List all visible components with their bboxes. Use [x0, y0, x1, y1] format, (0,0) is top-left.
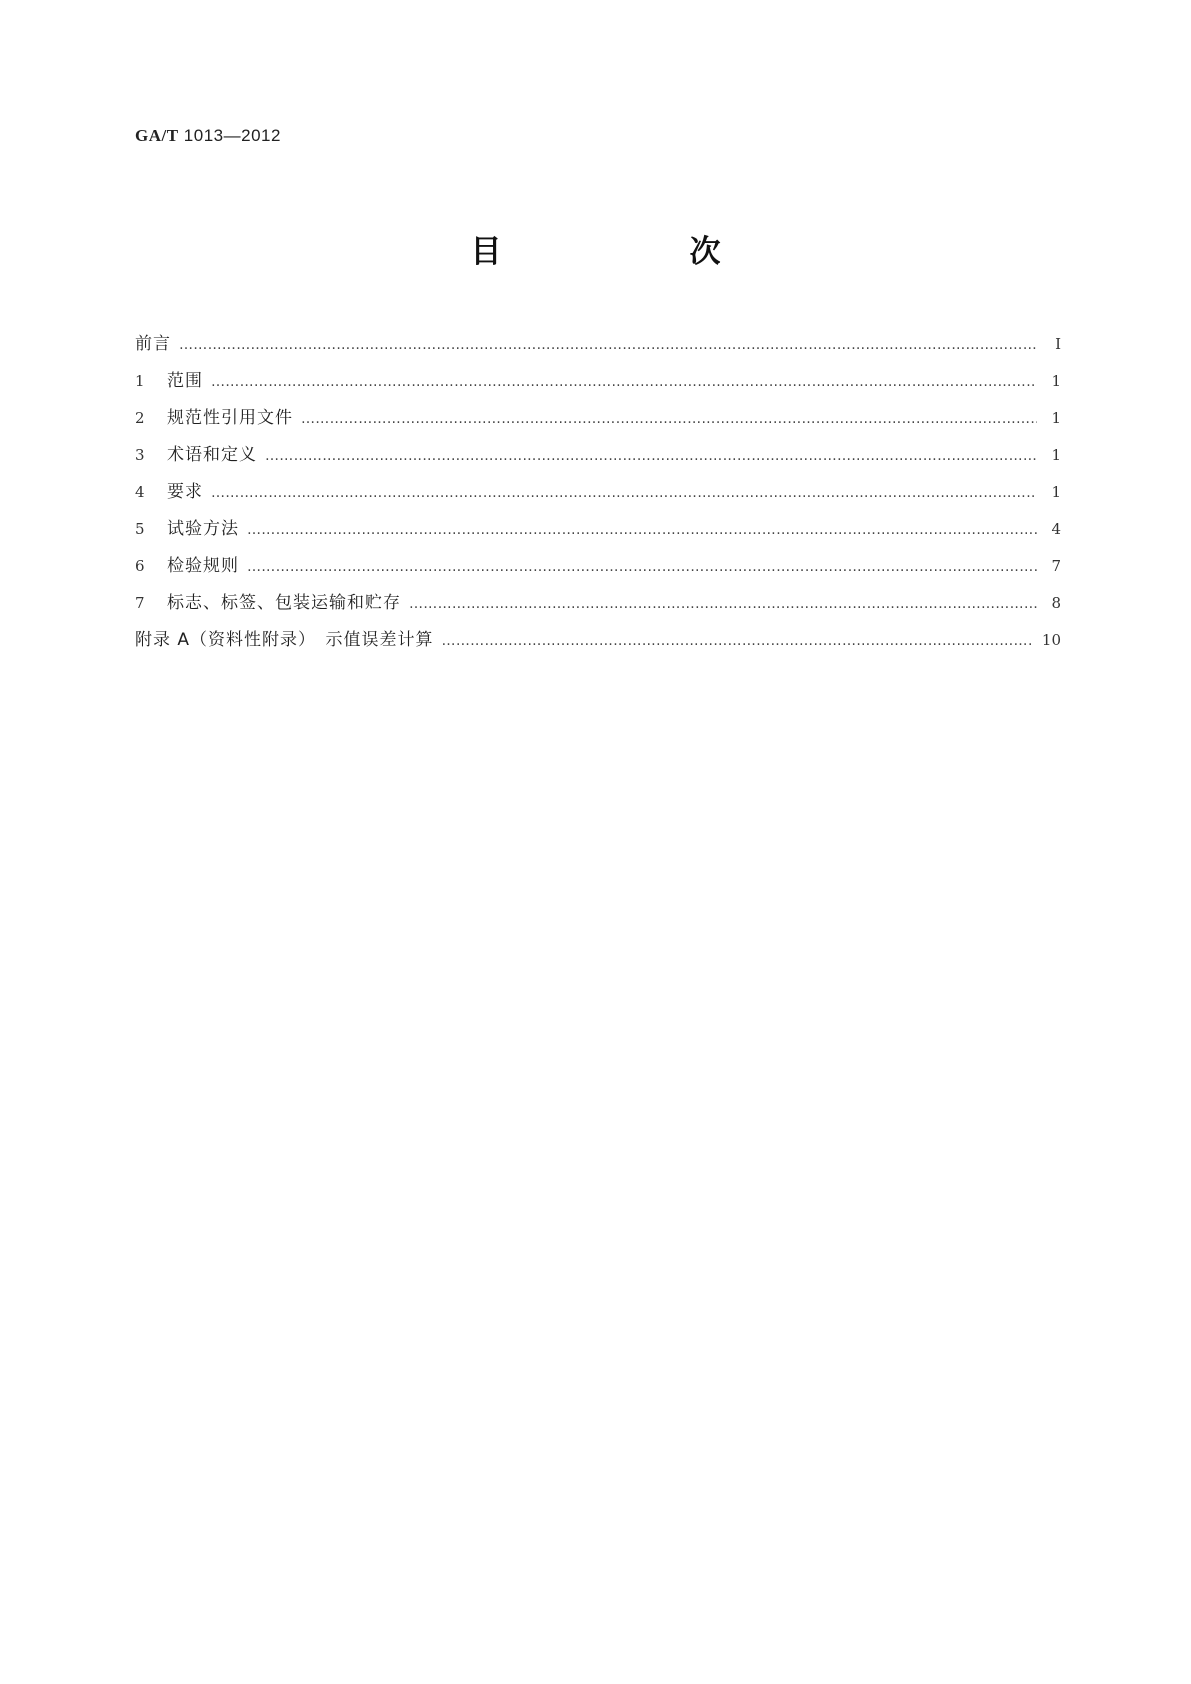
toc-item-number: 5: [135, 520, 145, 538]
standard-code: [135, 126, 281, 146]
toc-item-marking-packaging[interactable]: [135, 585, 1061, 622]
toc-leader-dots: [179, 327, 1037, 364]
toc-item-page: 1: [1051, 372, 1061, 390]
toc-item-requirements[interactable]: [135, 474, 1061, 511]
toc-item-page: 1: [1051, 409, 1061, 427]
toc-item-page: 1: [1051, 446, 1061, 464]
toc-item-inspection-rules[interactable]: [135, 548, 1061, 585]
toc-leader-dots: [247, 512, 1037, 549]
toc-leader-dots: [409, 586, 1037, 623]
toc-item-number: 2: [135, 409, 145, 427]
toc-leader-dots: [265, 438, 1037, 475]
toc-title: 目 次: [470, 234, 763, 270]
toc-leader-dots: [247, 549, 1037, 586]
toc-leader-dots: [211, 364, 1037, 401]
toc-item-label: 前言: [135, 334, 171, 354]
toc-item-number: 4: [135, 483, 145, 501]
toc-item-number: 6: [135, 557, 145, 575]
toc-item-label: 规范性引用文件: [167, 408, 293, 428]
toc-item-label: 标志、标签、包装运输和贮存: [167, 593, 401, 613]
toc-item-label: 检验规则: [167, 556, 239, 576]
standard-code-prefix: GA/T: [135, 126, 179, 145]
toc-item-label: 试验方法: [167, 519, 239, 539]
toc-item-foreword[interactable]: [135, 326, 1061, 363]
toc-item-normative-references[interactable]: [135, 400, 1061, 437]
toc-item-page: 10: [1041, 631, 1061, 649]
toc-item-scope[interactable]: [135, 363, 1061, 400]
toc-item-page: 7: [1051, 557, 1061, 575]
toc-item-label: 范围: [167, 371, 203, 391]
toc-leader-dots: [442, 623, 1032, 660]
toc-item-page: 4: [1051, 520, 1061, 538]
toc-item-label: 要求: [167, 482, 203, 502]
toc-item-test-methods[interactable]: [135, 511, 1061, 548]
toc-leader-dots: [211, 475, 1037, 512]
toc-item-terms-definitions[interactable]: [135, 437, 1061, 474]
toc-item-page: 8: [1051, 594, 1061, 612]
toc-list: [135, 326, 1061, 659]
toc-item-number: 7: [135, 594, 145, 612]
toc-item-label: 术语和定义: [167, 445, 257, 465]
toc-item-number: 1: [135, 372, 145, 390]
toc-item-page: 1: [1051, 483, 1061, 501]
toc-item-label: 附录 A（资料性附录） 示值误差计算: [135, 630, 434, 650]
toc-item-annex-a[interactable]: [135, 622, 1061, 659]
toc-item-number: 3: [135, 446, 145, 464]
toc-leader-dots: [301, 401, 1037, 438]
standard-code-number: 1013—2012: [183, 126, 281, 145]
toc-item-page: Ⅰ: [1055, 335, 1061, 353]
